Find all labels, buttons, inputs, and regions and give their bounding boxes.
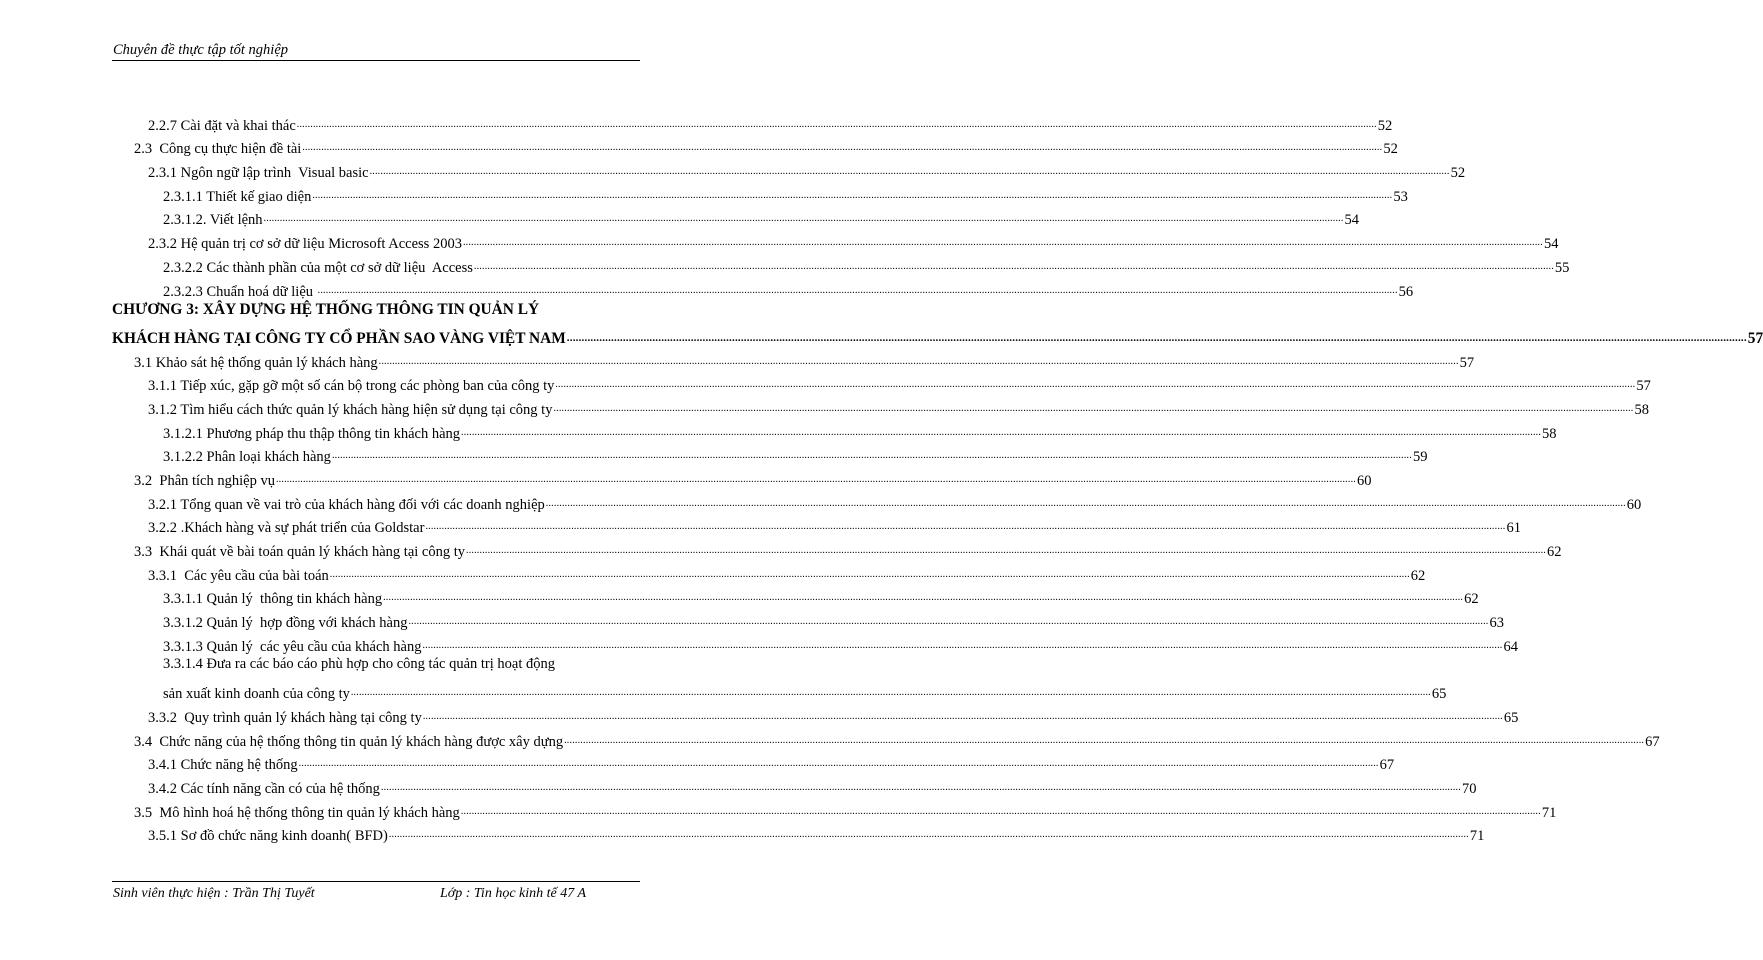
toc-page-number: 61 <box>1506 520 1521 537</box>
toc-entry <box>148 822 1485 846</box>
toc-entry-row <box>0 182 1408 206</box>
toc-leader-dots: ................................................................................................................................................................................................................................................................................................................................................................................................................ <box>553 402 1634 414</box>
toc-entry-row <box>0 656 700 680</box>
toc-entry <box>148 751 1395 775</box>
toc-entry-label: 3.1.2.2 Phân loại khách hàng <box>163 449 331 466</box>
toc-leader-dots: ................................................................................................................................................................................................................................................................................................................................................................................................................ <box>555 379 1636 391</box>
toc-entry <box>134 727 1660 751</box>
toc-leader-dots: ................................................................................................................................................................................................................................................................................................................................................................................................................ <box>461 426 1542 438</box>
table-of-contents <box>0 111 1763 845</box>
toc-entry <box>163 680 1447 704</box>
toc-entry-row <box>0 111 1393 135</box>
toc-page-number: 65 <box>1503 709 1519 726</box>
toc-leader-dots: ................................................................................................................................................................................................................................................................................................................................................................................................................ <box>331 450 1412 462</box>
toc-entry <box>112 324 1763 348</box>
toc-page-number: 65 <box>1431 686 1447 703</box>
toc-entry <box>163 656 634 680</box>
toc-entry-label: 3.3.1.1 Quản lý thông tin khách hàng <box>163 591 383 608</box>
toc-entry-label: 3.5.1 Sơ đồ chức năng kinh doanh( BFD) <box>148 828 388 845</box>
toc-chapter-row <box>0 324 1763 348</box>
toc-leader-dots: ................................................................................................................................................................................................................................................................................................................................................................................................................ <box>302 142 1383 154</box>
toc-page-number: 54 <box>1344 212 1360 229</box>
toc-entry <box>163 419 1557 443</box>
toc-leader-dots: ................................................................................................................................................................................................................................................................................................................................................................................................................ <box>473 260 1554 272</box>
toc-leader-dots: ................................................................................................................................................................................................................................................................................................................................................................................................................ <box>263 213 1344 225</box>
toc-entry-row <box>0 632 1518 656</box>
toc-entry-label: 3.4 Chức năng của hệ thống thông tin quản lý khách hàng được xây dựng <box>134 733 564 750</box>
toc-entry-row <box>0 561 1426 585</box>
toc-entry-label: 3.3.1.4 Đưa ra các báo cáo phù hợp cho công tác quản trị hoạt động <box>163 655 555 672</box>
toc-entry-row <box>0 158 1466 182</box>
toc-page-number: 52 <box>1383 141 1398 158</box>
toc-leader-dots: ................................................................................................................................................................................................................................................................................................................................................................................................................ <box>564 734 1645 746</box>
toc-page-number: 54 <box>1543 236 1559 253</box>
toc-entry <box>148 703 1519 727</box>
toc-entry-label: 2.3 Công cụ thực hiện đề tài <box>134 141 302 158</box>
toc-entry-label: 2.3.2 Hệ quản trị cơ sở dữ liệu Microsoft Access 2003 <box>148 236 462 253</box>
toc-entry <box>148 395 1649 419</box>
toc-page-number: 52 <box>1450 165 1466 182</box>
toc-entry-label: 3.1.2.1 Phương pháp thu thập thông tin khách hàng <box>163 425 461 442</box>
toc-entry <box>148 111 1393 135</box>
toc-entry-label: 3.1.1 Tiếp xúc, gặp gỡ một số cán bộ trong các phòng ban của công ty <box>148 378 555 395</box>
toc-entry <box>134 537 1562 561</box>
toc-entry <box>163 206 1360 230</box>
toc-entry-row <box>0 135 1398 159</box>
toc-entry <box>163 585 1479 609</box>
toc-leader-dots: ................................................................................................................................................................................................................................................................................................................................................................................................................ <box>317 284 1398 296</box>
toc-entry-label: sản xuất kinh doanh của công ty <box>163 686 350 703</box>
toc-page-number: 52 <box>1377 117 1393 134</box>
toc-entry <box>148 490 1642 514</box>
toc-leader-dots: ................................................................................................................................................................................................................................................................................................................................................................................................................ <box>462 237 1543 249</box>
toc-leader-dots: ................................................................................................................................................................................................................................................................................................................................................................................................................ <box>298 758 1379 770</box>
toc-entry-label: 3.1 Khảo sát hệ thống quản lý khách hàng <box>134 354 378 371</box>
toc-page-number: 60 <box>1626 496 1642 513</box>
toc-entry <box>163 182 1408 206</box>
toc-entry-label: 3.3.2 Quy trình quản lý khách hàng tại công ty <box>148 709 422 726</box>
toc-page-number: 62 <box>1464 591 1479 608</box>
toc-entry-label: CHƯƠNG 3: XÂY DỰNG HỆ THỐNG THÔNG TIN QUẢN LÝ <box>112 300 540 318</box>
toc-leader-dots: ................................................................................................................................................................................................................................................................................................................................................................................................................ <box>378 355 1459 367</box>
toc-leader-dots: ................................................................................................................................................................................................................................................................................................................................................................................................................ <box>545 497 1626 509</box>
toc-entry-row <box>0 443 1428 467</box>
toc-entry-row <box>0 229 1559 253</box>
toc-page-number: 57 <box>1747 329 1763 347</box>
footer-student: Sinh viên thực hiện : Trần Thị Tuyết <box>113 886 315 901</box>
toc-page-number: 62 <box>1410 567 1426 584</box>
toc-entry-row <box>0 490 1642 514</box>
header-title: Chuyên đề thực tập tốt nghiệp <box>113 42 289 58</box>
toc-entry-row <box>0 774 1477 798</box>
toc-entry-row <box>0 253 1570 277</box>
toc-leader-dots: ................................................................................................................................................................................................................................................................................................................................................................................................................ <box>566 331 1747 344</box>
toc-leader-dots: ................................................................................................................................................................................................................................................................................................................................................................................................................ <box>422 639 1503 651</box>
toc-leader-dots: ................................................................................................................................................................................................................................................................................................................................................................................................................ <box>460 805 1541 817</box>
toc-entry <box>148 774 1477 798</box>
toc-entry-row <box>0 277 1414 301</box>
toc-leader-dots: ................................................................................................................................................................................................................................................................................................................................................................................................................ <box>422 710 1503 722</box>
toc-entry-label: 2.3.1.2. Viết lệnh <box>163 212 263 229</box>
toc-entry-row <box>0 798 1557 822</box>
toc-leader-dots: ................................................................................................................................................................................................................................................................................................................................................................................................................ <box>466 545 1546 557</box>
toc-entry-row <box>0 703 1519 727</box>
toc-entry-label: 3.2.2 .Khách hàng và sự phát triển của Goldstar <box>148 520 425 537</box>
toc-entry-row <box>0 537 1562 561</box>
toc-entry-label: 3.4.2 Các tính năng cần có của hệ thống <box>148 780 380 797</box>
toc-entry <box>134 798 1557 822</box>
toc-entry-label: 3.2 Phân tích nghiệp vụ <box>134 473 275 489</box>
toc-entry-row <box>0 585 1479 609</box>
toc-entry-label: 2.2.7 Cài đặt và khai thác <box>148 117 296 134</box>
toc-entry <box>163 443 1428 467</box>
toc-page-number: 59 <box>1412 449 1428 466</box>
toc-entry <box>148 229 1559 253</box>
toc-entry <box>148 514 1521 538</box>
toc-page-number: 58 <box>1634 401 1649 418</box>
toc-entry-row <box>0 466 1372 490</box>
toc-entry <box>163 277 1414 301</box>
toc-entry <box>134 135 1398 159</box>
toc-page-number: 58 <box>1542 425 1557 442</box>
toc-page-number: 71 <box>1541 804 1557 821</box>
toc-entry-label: 3.3.1.3 Quản lý các yêu cầu của khách hàng <box>163 638 422 655</box>
toc-entry-label: 2.3.2.2 Các thành phần của một cơ sở dữ liệu Access <box>163 259 473 276</box>
toc-leader-dots: ................................................................................................................................................................................................................................................................................................................................................................................................................ <box>388 829 1469 841</box>
toc-entry <box>163 632 1518 656</box>
toc-entry <box>134 348 1475 372</box>
toc-page-number: 67 <box>1379 757 1395 774</box>
toc-page-number: 63 <box>1489 615 1504 632</box>
toc-page-number: 70 <box>1461 780 1477 797</box>
toc-entry <box>163 253 1570 277</box>
toc-entry-label: 2.3.1.1 Thiết kế giao diện <box>163 188 312 205</box>
toc-entry-label: 3.3 Khái quát về bài toán quản lý khách hàng tại công ty <box>134 544 465 561</box>
header-divider <box>112 60 640 61</box>
toc-leader-dots: ................................................................................................................................................................................................................................................................................................................................................................................................................ <box>296 118 1377 130</box>
toc-page-number: 62 <box>1547 544 1562 561</box>
toc-page-number: 57 <box>1636 378 1651 395</box>
toc-entry-label: 2.3.2.3 Chuẩn hoá dữ liệu <box>163 283 317 300</box>
toc-page-number: 57 <box>1459 354 1475 371</box>
toc-leader-dots: ................................................................................................................................................................................................................................................................................................................................................................................................................ <box>369 166 1450 178</box>
toc-page-number: 55 <box>1554 259 1570 276</box>
toc-entry <box>148 372 1651 396</box>
toc-entry-label: KHÁCH HÀNG TẠI CÔNG TY CỔ PHẦN SAO VÀNG VIỆT NAM <box>112 329 566 347</box>
toc-entry-row <box>0 206 1360 230</box>
toc-page-number: 71 <box>1469 828 1485 845</box>
toc-entry-row <box>0 727 1660 751</box>
toc-entry-label: 3.3.1 Các yêu cầu của bài toán <box>148 567 329 584</box>
toc-leader-dots: ................................................................................................................................................................................................................................................................................................................................................................................................................ <box>329 568 1410 580</box>
toc-entry-row <box>0 348 1475 372</box>
toc-entry-label: 3.4.1 Chức năng hệ thống <box>148 757 298 774</box>
footer-class: Lớp : Tin học kinh tế 47 A <box>440 886 587 901</box>
toc-entry <box>148 561 1426 585</box>
toc-leader-dots: ................................................................................................................................................................................................................................................................................................................................................................................................................ <box>312 189 1393 201</box>
toc-chapter-row <box>0 301 700 325</box>
toc-entry-label: 3.5 Mô hình hoá hệ thống thông tin quản lý khách hàng <box>134 804 460 821</box>
toc-entry-row <box>0 680 1447 704</box>
footer-divider <box>112 881 640 882</box>
toc-entry-row <box>0 514 1521 538</box>
toc-page-number: 60 <box>1356 473 1372 489</box>
toc-page-number: 64 <box>1503 638 1518 655</box>
toc-page-number: 67 <box>1645 733 1660 750</box>
toc-entry <box>148 158 1466 182</box>
toc-entry-row <box>0 419 1557 443</box>
toc-page-number: 56 <box>1398 283 1414 300</box>
toc-leader-dots: ................................................................................................................................................................................................................................................................................................................................................................................................................ <box>275 474 1356 485</box>
toc-entry <box>163 608 1504 632</box>
toc-entry-label: 3.3.1.2 Quản lý hợp đồng với khách hàng <box>163 615 408 632</box>
toc-leader-dots: ................................................................................................................................................................................................................................................................................................................................................................................................................ <box>350 687 1431 699</box>
toc-page-number: 53 <box>1393 188 1408 205</box>
toc-entry <box>112 301 634 325</box>
toc-leader-dots: ................................................................................................................................................................................................................................................................................................................................................................................................................ <box>383 592 1464 604</box>
toc-leader-dots: ................................................................................................................................................................................................................................................................................................................................................................................................................ <box>425 521 1506 533</box>
toc-entry <box>134 466 1372 490</box>
toc-entry-row <box>0 608 1504 632</box>
toc-entry-row <box>0 372 1651 396</box>
toc-leader-dots: ................................................................................................................................................................................................................................................................................................................................................................................................................ <box>408 616 1489 628</box>
toc-entry-row <box>0 395 1649 419</box>
toc-entry-label: 2.3.1 Ngôn ngữ lập trình Visual basic <box>148 165 369 182</box>
toc-leader-dots: ................................................................................................................................................................................................................................................................................................................................................................................................................ <box>380 781 1461 793</box>
toc-entry-label: 3.1.2 Tìm hiểu cách thức quản lý khách hàng hiện sử dụng tại công ty <box>148 401 553 418</box>
toc-entry-row <box>0 751 1395 775</box>
toc-entry-row <box>0 822 1485 846</box>
toc-entry-label: 3.2.1 Tổng quan về vai trò của khách hàng đối với các doanh nghiệp <box>148 496 545 513</box>
